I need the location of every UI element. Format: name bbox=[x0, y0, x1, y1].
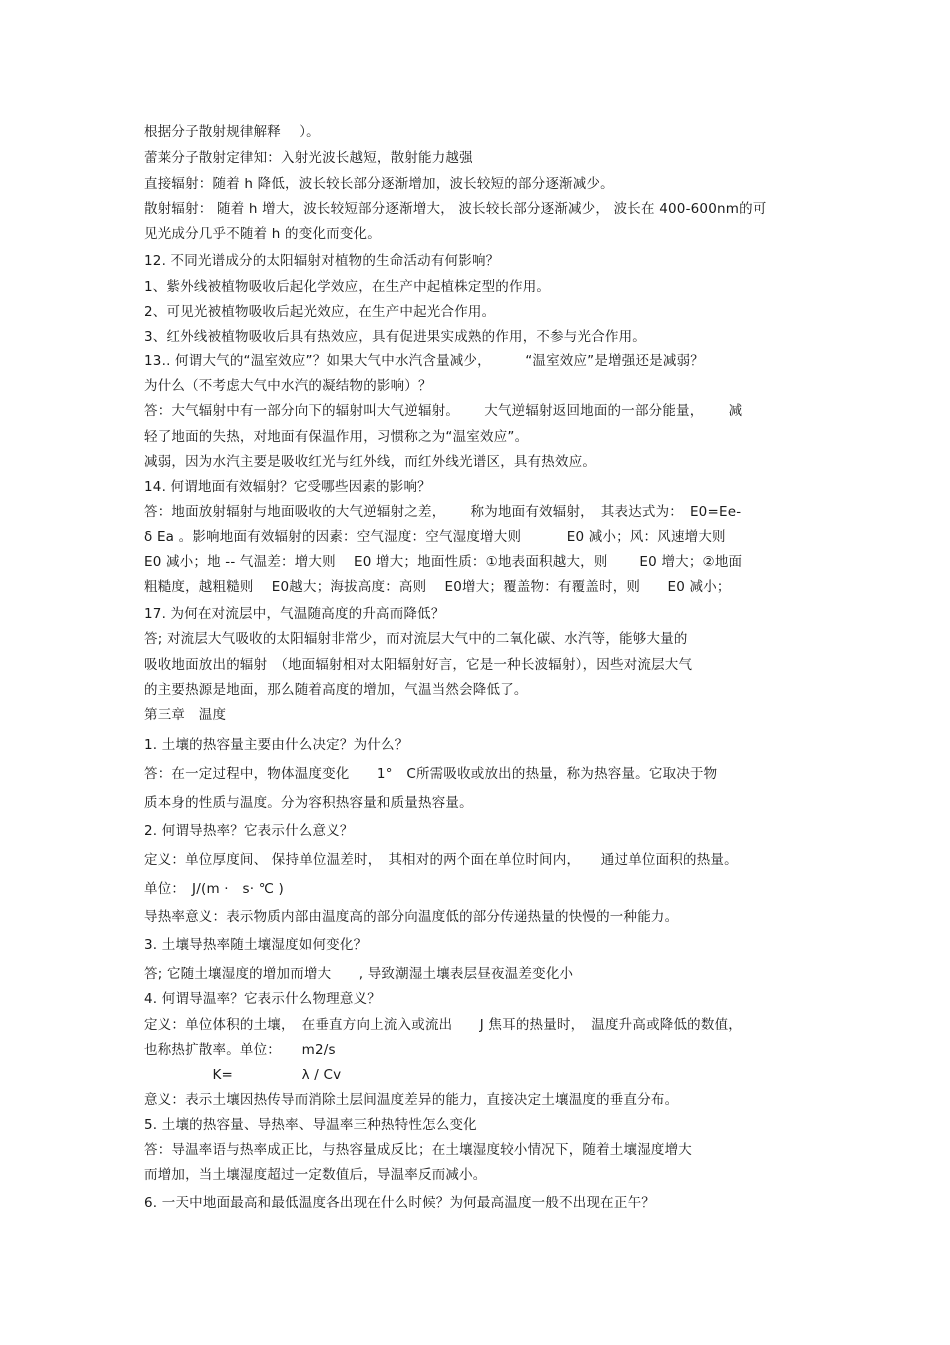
text-line: 散射辐射： 随着 h 增大，波长较短部分逐渐增大， 波长较长部分逐渐减少， 波长在 400-600nm的可 bbox=[144, 201, 767, 217]
question-heading: 4. 何谓导温率？它表示什么物理意义？ bbox=[144, 991, 381, 1007]
text-line: 蕾莱分子散射定律知：入射光波长越短，散射能力越强 bbox=[144, 150, 473, 166]
text-line: 答; 对流层大气吸收的太阳辐射非常少，而对流层大气中的二氧化碳、水汽等，能够大量的 bbox=[144, 631, 688, 647]
text-line: 为什么（不考虑大气中水汽的凝结物的影响）？ bbox=[144, 378, 432, 394]
text-line: 1、紫外线被植物吸收后起化学效应，在生产中起植株定型的作用。 bbox=[144, 279, 551, 295]
text-line: 也称热扩散率。单位： m2/s bbox=[144, 1042, 336, 1058]
text-line: 粗糙度，越粗糙则 E0越大；海拔高度：高则 E0增大；覆盖物：有覆盖时，则 E0 减小； bbox=[144, 579, 731, 595]
text-line: 答：导温率语与热率成正比，与热容量成反比；在土壤湿度较小情况下，随着土壤湿度增大 bbox=[144, 1142, 692, 1158]
text-line: 减弱，因为水汽主要是吸收红光与红外线，而红外线光谱区，具有热效应。 bbox=[144, 454, 597, 470]
question-heading: 5. 土壤的热容量、导热率、导温率三种热特性怎么变化 bbox=[144, 1117, 477, 1133]
question-heading: 12. 不同光谱成分的太阳辐射对植物的生命活动有何影响？ bbox=[144, 253, 500, 269]
text-line: 根据分子散射规律解释 ）。 bbox=[144, 124, 320, 140]
question-heading: 14. 何谓地面有效辐射？它受哪些因素的影响？ bbox=[144, 479, 431, 495]
text-line: 意义：表示土壤因热传导而消除土层间温度差异的能力，直接决定土壤温度的垂直分布。 bbox=[144, 1092, 679, 1108]
question-heading: 17. 为何在对流层中，气温随高度的升高而降低？ bbox=[144, 606, 445, 622]
question-heading: 13.. 何谓大气的“温室效应”？如果大气中水汽含量减少， “温室效应”是增强还是减弱？ bbox=[144, 353, 704, 369]
text-line: 而增加，当土壤湿度超过一定数值后，导温率反而减小。 bbox=[144, 1167, 487, 1183]
text-line: 答：大气辐射中有一部分向下的辐射叫大气逆辐射。 大气逆辐射返回地面的一部分能量， 减 bbox=[144, 403, 743, 419]
text-line: 的主要热源是地面，那么随着高度的增加，气温当然会降低了。 bbox=[144, 682, 528, 698]
text-line: 质本身的性质与温度。分为容积热容量和质量热容量。 bbox=[144, 795, 473, 811]
text-line: 2、可见光被植物吸收后起光效应，在生产中起光合作用。 bbox=[144, 304, 496, 320]
formula-line: K= λ / Cv bbox=[144, 1067, 342, 1083]
text-line: 定义：单位厚度间、 保持单位温差时， 其相对的两个面在单位时间内， 通过单位面积的热量。 bbox=[144, 852, 738, 868]
text-line: 吸收地面放出的辐射 （地面辐射相对太阳辐射好言，它是一种长波辐射），因些对流层大气 bbox=[144, 657, 693, 673]
question-heading: 6. 一天中地面最高和最低温度各出现在什么时候？为何最高温度一般不出现在正午？ bbox=[144, 1195, 655, 1211]
text-line: 直接辐射：随着 h 降低，波长较长部分逐渐增加，波长较短的部分逐渐减少。 bbox=[144, 176, 614, 192]
text-line: 定义：单位体积的土壤， 在垂直方向上流入或流出 J 焦耳的热量时， 温度升高或降低的数值， bbox=[144, 1017, 742, 1033]
text-line: δ Ea 。影响地面有效辐射的因素：空气湿度：空气湿度增大则 E0 减小；风：风速增大则 bbox=[144, 529, 726, 545]
text-line: 导热率意义：表示物质内部由温度高的部分向温度低的部分传递热量的快慢的一种能力。 bbox=[144, 909, 679, 925]
text-line: 答：地面放射辐射与地面吸收的大气逆辐射之差， 称为地面有效辐射， 其表达式为： E0=Ee- bbox=[144, 504, 742, 520]
chapter-heading: 第三章 温度 bbox=[144, 707, 227, 723]
question-heading: 3. 土壤导热率随土壤湿度如何变化？ bbox=[144, 937, 368, 953]
text-line: E0 减小；地 -- 气温差：增大则 E0 增大；地面性质：①地表面积越大，则 E0 增大；②地面 bbox=[144, 554, 743, 570]
question-heading: 2. 何谓导热率？它表示什么意义？ bbox=[144, 823, 354, 839]
text-line: 答：在一定过程中，物体温度变化 1° C所需吸收或放出的热量，称为热容量。它取决于物 bbox=[144, 766, 718, 782]
question-heading: 1. 土壤的热容量主要由什么决定？为什么？ bbox=[144, 737, 409, 753]
text-line: 单位： J/(m · s· ℃ ) bbox=[144, 881, 285, 897]
text-line: 轻了地面的失热，对地面有保温作用，习惯称之为“温室效应”。 bbox=[144, 429, 529, 445]
text-line: 答; 它随土壤湿度的增加而增大 , 导致潮湿土壤表层昼夜温差变化小 bbox=[144, 966, 574, 982]
text-line: 见光成分几乎不随着 h 的变化而变化。 bbox=[144, 226, 381, 242]
text-line: 3、红外线被植物吸收后具有热效应，具有促进果实成熟的作用，不参与光合作用。 bbox=[144, 329, 646, 345]
